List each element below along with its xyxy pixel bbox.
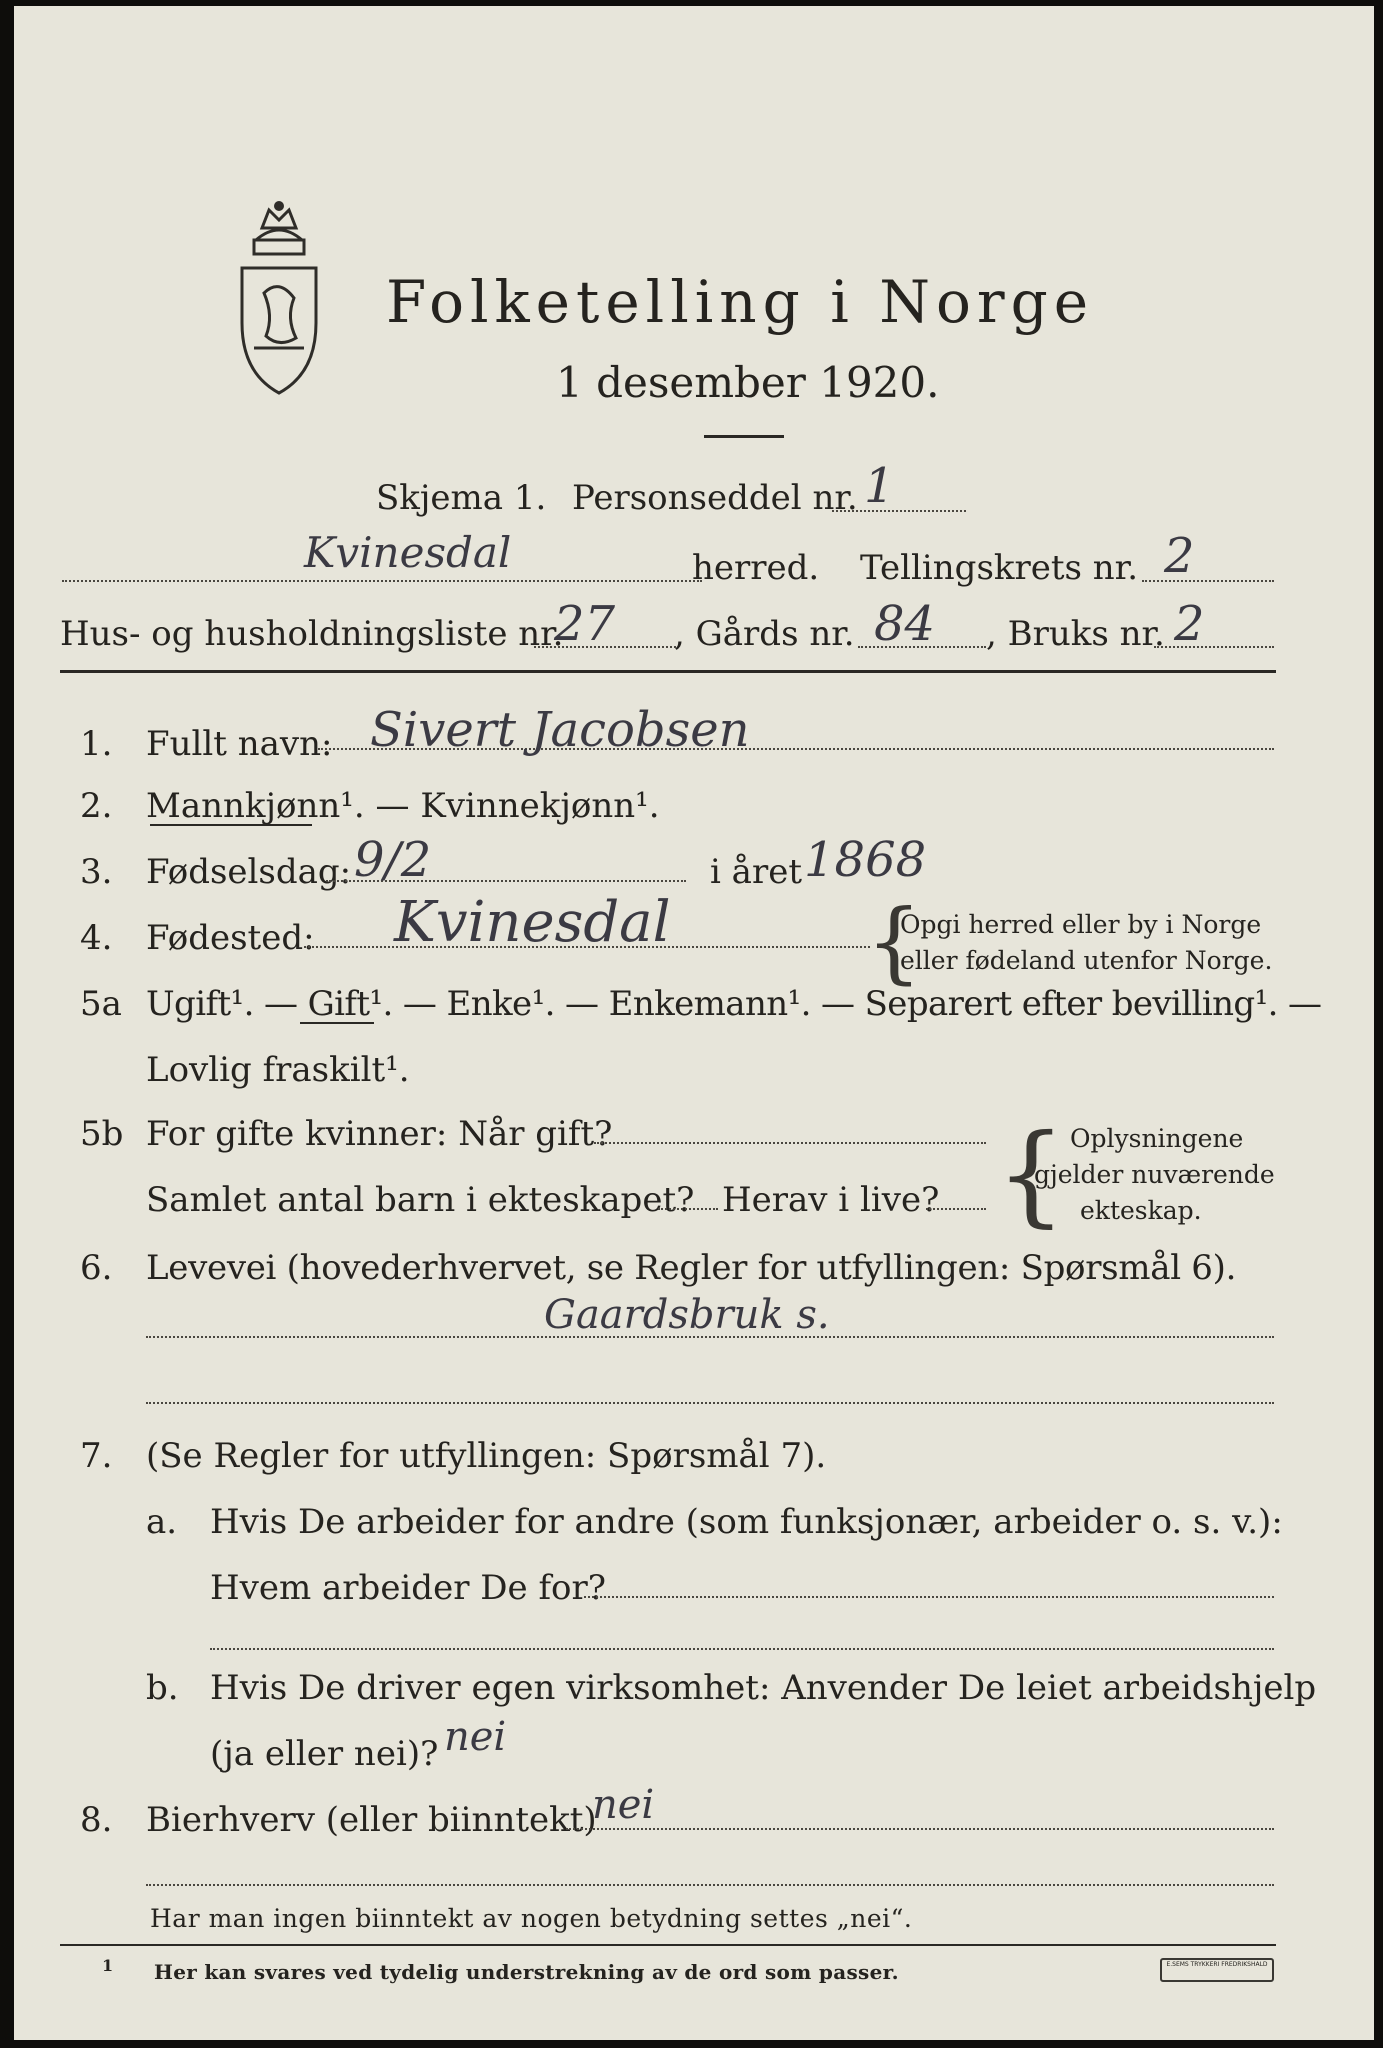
tellingskrets-label: Tellingskrets nr. <box>860 548 1139 588</box>
q1-number: 1. <box>80 724 113 764</box>
q7a-extra-line <box>210 1648 1274 1650</box>
personseddel-line <box>832 510 966 512</box>
q4-label: Fødested: <box>146 918 315 958</box>
q3-year-label: i året <box>710 852 802 892</box>
q5a-underline-gift <box>300 1022 374 1024</box>
q5b-note1: Oplysningene <box>1070 1124 1244 1153</box>
printer-stamp-text: E.SEMS TRYKKERI FREDRIKSHALD <box>1166 1961 1268 1968</box>
q5b-children-line <box>658 1208 718 1210</box>
q6-number: 6. <box>80 1248 113 1288</box>
q5b-alive-line <box>926 1208 986 1210</box>
q8-value: nei <box>592 1782 655 1828</box>
q7a-letter: a. <box>146 1502 178 1542</box>
herred-line <box>62 580 702 582</box>
q2-text: Mannkjønn¹. — Kvinnekjønn¹. <box>146 786 660 826</box>
q5a-line1: Ugift¹. — Gift¹. — Enke¹. — Enkemann¹. — Separert efter bevilling¹. — <box>146 984 1322 1024</box>
q8-label: Bierhverv (eller biinntekt) <box>146 1800 597 1840</box>
q4-note-line1: Opgi herred eller by i Norge <box>900 910 1262 939</box>
q8-extra-line <box>146 1884 1274 1886</box>
q6-value: Gaardsbruk s. <box>544 1292 830 1338</box>
form-title: Folketelling i Norge <box>386 268 1095 336</box>
q2-underline-mannkjonn <box>150 824 312 826</box>
q4-number: 4. <box>80 918 113 958</box>
q6-label: Levevei (hovederhvervet, se Regler for utfyllingen: Spørsmål 6). <box>146 1248 1237 1288</box>
q5a-line2: Lovlig fraskilt¹. <box>146 1050 410 1090</box>
q7a-line1: Hvis De arbeider for andre (som funksjonær, arbeider o. s. v.): <box>210 1502 1283 1542</box>
q8-line <box>566 1828 1274 1830</box>
herred-label: herred. <box>692 548 820 588</box>
gards-value: 84 <box>874 596 936 652</box>
footnote-number: 1 <box>102 1956 114 1975</box>
q5b-note3: ekteskap. <box>1080 1196 1202 1225</box>
q7-number: 7. <box>80 1436 113 1476</box>
header-divider <box>60 670 1276 673</box>
tellingskrets-value: 2 <box>1164 528 1195 584</box>
bruks-label: , Bruks nr. <box>986 614 1165 654</box>
q5b-line1: For gifte kvinner: Når gift? <box>146 1114 613 1154</box>
q7b-line2: (ja eller nei)? <box>210 1734 439 1774</box>
form-date: 1 desember 1920. <box>556 358 940 407</box>
q5b-when-line <box>594 1142 986 1144</box>
q5b-children-label: Samlet antal barn i ekteskapet? <box>146 1180 695 1220</box>
q5b-brace: { <box>996 1110 1066 1238</box>
q7-label: (Se Regler for utfyllingen: Spørsmål 7). <box>146 1436 827 1476</box>
personseddel-label: Personseddel nr. <box>572 478 858 518</box>
personseddel-value: 1 <box>864 458 895 514</box>
q4-note-line2: eller fødeland utenfor Norge. <box>900 946 1273 975</box>
footer-divider <box>60 1944 1276 1946</box>
q7b-letter: b. <box>146 1668 179 1708</box>
footnote-text: Her kan svares ved tydelig understrekning av de ord som passer. <box>154 1960 899 1984</box>
q4-brace: { <box>866 890 922 993</box>
title-divider <box>704 435 784 438</box>
q6-line2 <box>146 1402 1274 1404</box>
hus-label: Hus- og husholdningsliste nr. <box>60 614 564 654</box>
census-form <box>14 6 1374 2040</box>
q4-value: Kvinesdal <box>394 890 671 955</box>
q7a-line2: Hvem arbeider De for? <box>210 1568 606 1608</box>
q3-value: 9/2 <box>354 832 432 888</box>
bruks-value: 2 <box>1174 596 1205 652</box>
printer-stamp <box>1160 1958 1274 1982</box>
q3-label: Fødselsdag: <box>146 852 352 892</box>
q3-year-value: 1868 <box>804 832 927 888</box>
herred-value: Kvinesdal <box>304 528 512 577</box>
coat-of-arms-icon <box>224 198 334 402</box>
q2-number: 2. <box>80 786 113 826</box>
bruks-line <box>1154 646 1274 648</box>
q7b-line1: Hvis De driver egen virksomhet: Anvender De leiet arbeidshjelp <box>210 1668 1317 1708</box>
gards-label: , Gårds nr. <box>674 614 855 654</box>
q5a-number: 5a <box>80 984 122 1024</box>
q8-number: 8. <box>80 1800 113 1840</box>
q5b-number: 5b <box>80 1114 124 1154</box>
q5b-note2: gjelder nuværende <box>1034 1160 1275 1189</box>
q3-number: 3. <box>80 852 113 892</box>
tellingskrets-line <box>1142 580 1274 582</box>
schema-label: Skjema 1. <box>376 478 547 518</box>
hus-value: 27 <box>554 596 616 652</box>
footer-note: Har man ingen biinntekt av nogen betydning settes „nei“. <box>150 1904 913 1933</box>
q5b-alive-label: Herav i live? <box>722 1180 940 1220</box>
q1-value: Sivert Jacobsen <box>370 702 750 758</box>
q7a-line <box>584 1596 1274 1598</box>
q1-label: Fullt navn: <box>146 724 333 764</box>
q7b-value: nei <box>444 1714 507 1760</box>
